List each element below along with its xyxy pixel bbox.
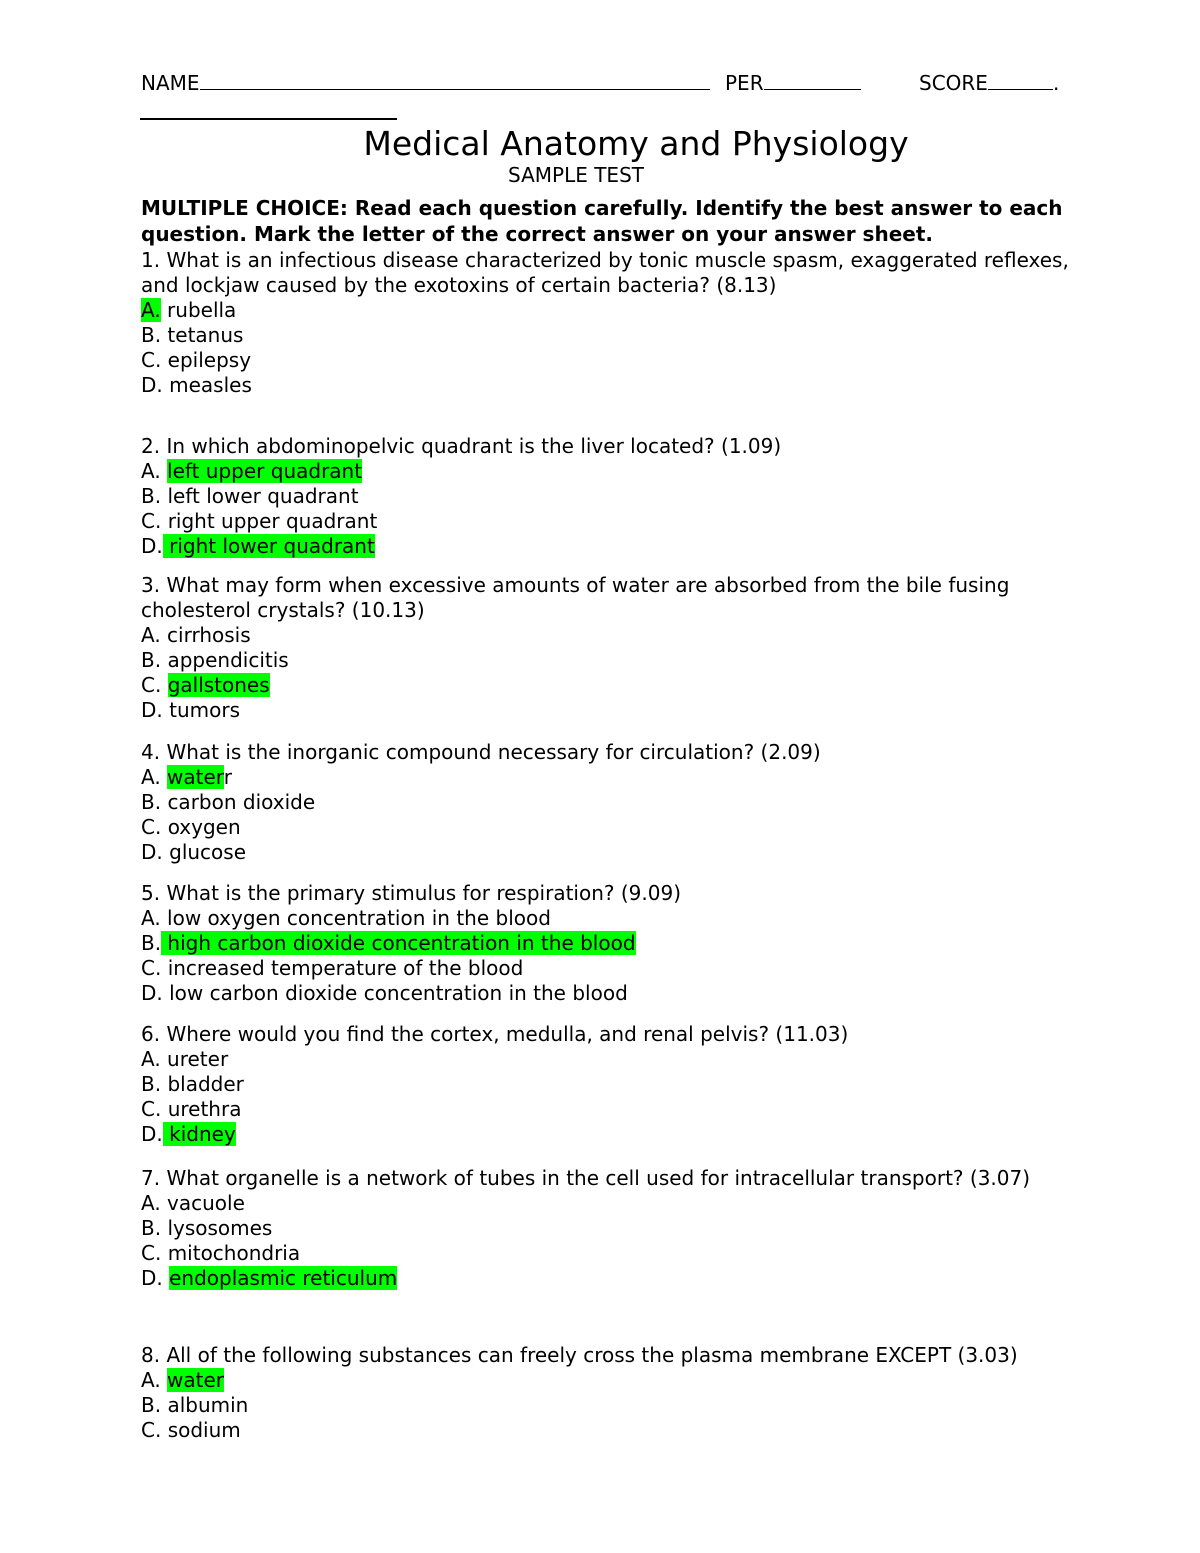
option-text: water: [167, 1368, 225, 1392]
question-stem: 4. What is the inorganic compound necessary for circulation? (2.09): [141, 740, 821, 764]
option-text: rubella: [160, 298, 237, 322]
per-field[interactable]: [725, 70, 861, 96]
option-text: left upper quadrant: [167, 459, 363, 483]
answer-option[interactable]: [141, 790, 1091, 815]
score-end-mark: .: [1052, 71, 1060, 95]
option-letter: C.: [141, 348, 162, 372]
answer-option[interactable]: [141, 348, 1091, 373]
answer-option[interactable]: [141, 534, 1091, 559]
option-text: high carbon dioxide concentration in the blood: [161, 931, 636, 955]
answer-option[interactable]: [141, 1368, 1091, 1393]
question-6: [141, 1022, 1091, 1147]
option-text: low carbon dioxide concentration in the blood: [169, 981, 628, 1005]
option-letter: C.: [141, 815, 168, 839]
option-letter: B.: [141, 648, 168, 672]
question-5: [141, 881, 1091, 1006]
option-text: endoplasmic reticulum: [169, 1266, 398, 1290]
answer-option[interactable]: [141, 509, 1091, 534]
option-text: increased temperature of the blood: [167, 956, 524, 980]
name-label: NAME: [141, 71, 200, 95]
option-text: right lower quadrant: [162, 534, 375, 558]
option-text: water: [167, 765, 224, 789]
answer-option[interactable]: [141, 673, 1091, 698]
option-text: low oxygen concentration in the blood: [167, 906, 551, 930]
name-blank-line[interactable]: [200, 70, 710, 90]
option-text: tetanus: [161, 323, 244, 347]
option-text: ureter: [167, 1047, 229, 1071]
answer-option[interactable]: [141, 484, 1091, 509]
option-letter: A.: [141, 765, 168, 789]
answer-option[interactable]: [141, 373, 1091, 398]
answer-option[interactable]: [141, 1097, 1091, 1122]
score-label: SCORE: [919, 71, 988, 95]
answer-option[interactable]: [141, 840, 1091, 865]
answer-option[interactable]: [141, 815, 1091, 840]
answer-option[interactable]: [141, 298, 1091, 323]
answer-option[interactable]: [141, 1241, 1091, 1266]
score-field[interactable]: [919, 70, 1059, 96]
question-stem: 7. What organelle is a network of tubes in the cell used for intracellular transport? (3.07): [141, 1166, 1031, 1190]
question-7: [141, 1166, 1091, 1291]
answer-option[interactable]: [141, 459, 1091, 484]
option-letter: D.: [141, 840, 170, 864]
option-text: appendicitis: [167, 648, 289, 672]
answer-option[interactable]: [141, 1216, 1091, 1241]
option-letter: D.: [141, 534, 163, 558]
answer-option[interactable]: [141, 648, 1091, 673]
option-letter: C.: [141, 1241, 168, 1265]
answer-option[interactable]: [141, 1191, 1091, 1216]
option-letter: A.: [141, 1191, 168, 1215]
score-blank-line[interactable]: [988, 70, 1053, 90]
option-text: mitochondria: [167, 1241, 301, 1265]
question-stem: 8. All of the following substances can freely cross the plasma membrane EXCEPT (3.03): [141, 1343, 1018, 1367]
option-text: lysosomes: [167, 1216, 273, 1240]
question-stem: 3. What may form when excessive amounts of water are absorbed from the bile fusing cholesterol crystals? (10.13): [141, 573, 1010, 622]
option-letter: D.: [141, 373, 163, 397]
per-blank-line[interactable]: [764, 70, 861, 90]
option-letter: C.: [141, 1418, 168, 1442]
option-text: right upper quadrant: [167, 509, 378, 533]
option-text: sodium: [167, 1418, 241, 1442]
answer-option[interactable]: [141, 323, 1091, 348]
answer-option[interactable]: [141, 765, 1091, 790]
question-8: [141, 1343, 1091, 1443]
option-text-suffix: r: [223, 765, 232, 789]
question-3: [141, 573, 1091, 723]
option-letter: A.: [141, 1368, 168, 1392]
option-text: bladder: [167, 1072, 244, 1096]
option-letter: B.: [141, 1216, 168, 1240]
option-letter: D.: [141, 1266, 170, 1290]
option-letter: C.: [141, 673, 168, 697]
option-letter: B.: [141, 323, 162, 347]
question-stem: 6. Where would you find the cortex, medulla, and renal pelvis? (11.03): [141, 1022, 849, 1046]
question-stem: 1. What is an infectious disease characterized by tonic muscle spasm, exaggerated reflexes, and lockjaw caused by the exotoxins of certain bacteria? (8.13): [141, 248, 1069, 297]
instructions: MULTIPLE CHOICE: Read each question carefully. Identify the best answer to each question. Mark the letter of the correct answer on your answer sheet.: [141, 196, 1063, 246]
answer-option[interactable]: [141, 698, 1091, 723]
option-letter: B.: [141, 931, 162, 955]
answer-option[interactable]: [141, 931, 1091, 956]
header-underline: [140, 118, 397, 120]
answer-option[interactable]: [141, 1266, 1091, 1291]
option-letter: A.: [141, 298, 161, 322]
question-2: [141, 434, 1091, 559]
option-text: measles: [162, 373, 252, 397]
option-text: kidney: [162, 1122, 236, 1146]
answer-option[interactable]: [141, 1047, 1091, 1072]
question-4: [141, 740, 1091, 865]
option-text: oxygen: [167, 815, 241, 839]
answer-option[interactable]: [141, 1418, 1091, 1443]
name-field[interactable]: [141, 70, 710, 96]
answer-option[interactable]: [141, 981, 1091, 1006]
option-letter: C.: [141, 1097, 168, 1121]
option-letter: A.: [141, 623, 168, 647]
option-letter: B.: [141, 790, 168, 814]
option-letter: C.: [141, 956, 168, 980]
option-letter: A.: [141, 1047, 168, 1071]
option-text: glucose: [169, 840, 247, 864]
option-text: cirrhosis: [167, 623, 251, 647]
option-text: vacuole: [167, 1191, 245, 1215]
page-title: Medical Anatomy and Physiology: [363, 124, 909, 163]
option-letter: A.: [141, 459, 168, 483]
option-text: gallstones: [167, 673, 270, 697]
answer-option[interactable]: [141, 1393, 1091, 1418]
option-letter: D.: [141, 1122, 163, 1146]
option-letter: B.: [141, 484, 168, 508]
option-letter: B.: [141, 1393, 168, 1417]
answer-option[interactable]: [141, 956, 1091, 981]
option-text: left lower quadrant: [167, 484, 359, 508]
option-letter: D.: [141, 698, 170, 722]
answer-option[interactable]: [141, 623, 1091, 648]
option-text: tumors: [169, 698, 241, 722]
option-text: albumin: [167, 1393, 249, 1417]
answer-option[interactable]: [141, 906, 1091, 931]
option-letter: D.: [141, 981, 170, 1005]
page-subtitle: SAMPLE TEST: [508, 163, 644, 187]
answer-option[interactable]: [141, 1072, 1091, 1097]
option-letter: C.: [141, 509, 168, 533]
answer-option[interactable]: [141, 1122, 1091, 1147]
per-label: PER: [725, 71, 764, 95]
option-letter: A.: [141, 906, 168, 930]
option-text: epilepsy: [161, 348, 252, 372]
question-stem: 2. In which abdominopelvic quadrant is the liver located? (1.09): [141, 434, 782, 458]
option-text: carbon dioxide: [167, 790, 316, 814]
option-text: urethra: [167, 1097, 242, 1121]
question-1: [141, 248, 1091, 398]
question-stem: 5. What is the primary stimulus for respiration? (9.09): [141, 881, 681, 905]
option-letter: B.: [141, 1072, 168, 1096]
